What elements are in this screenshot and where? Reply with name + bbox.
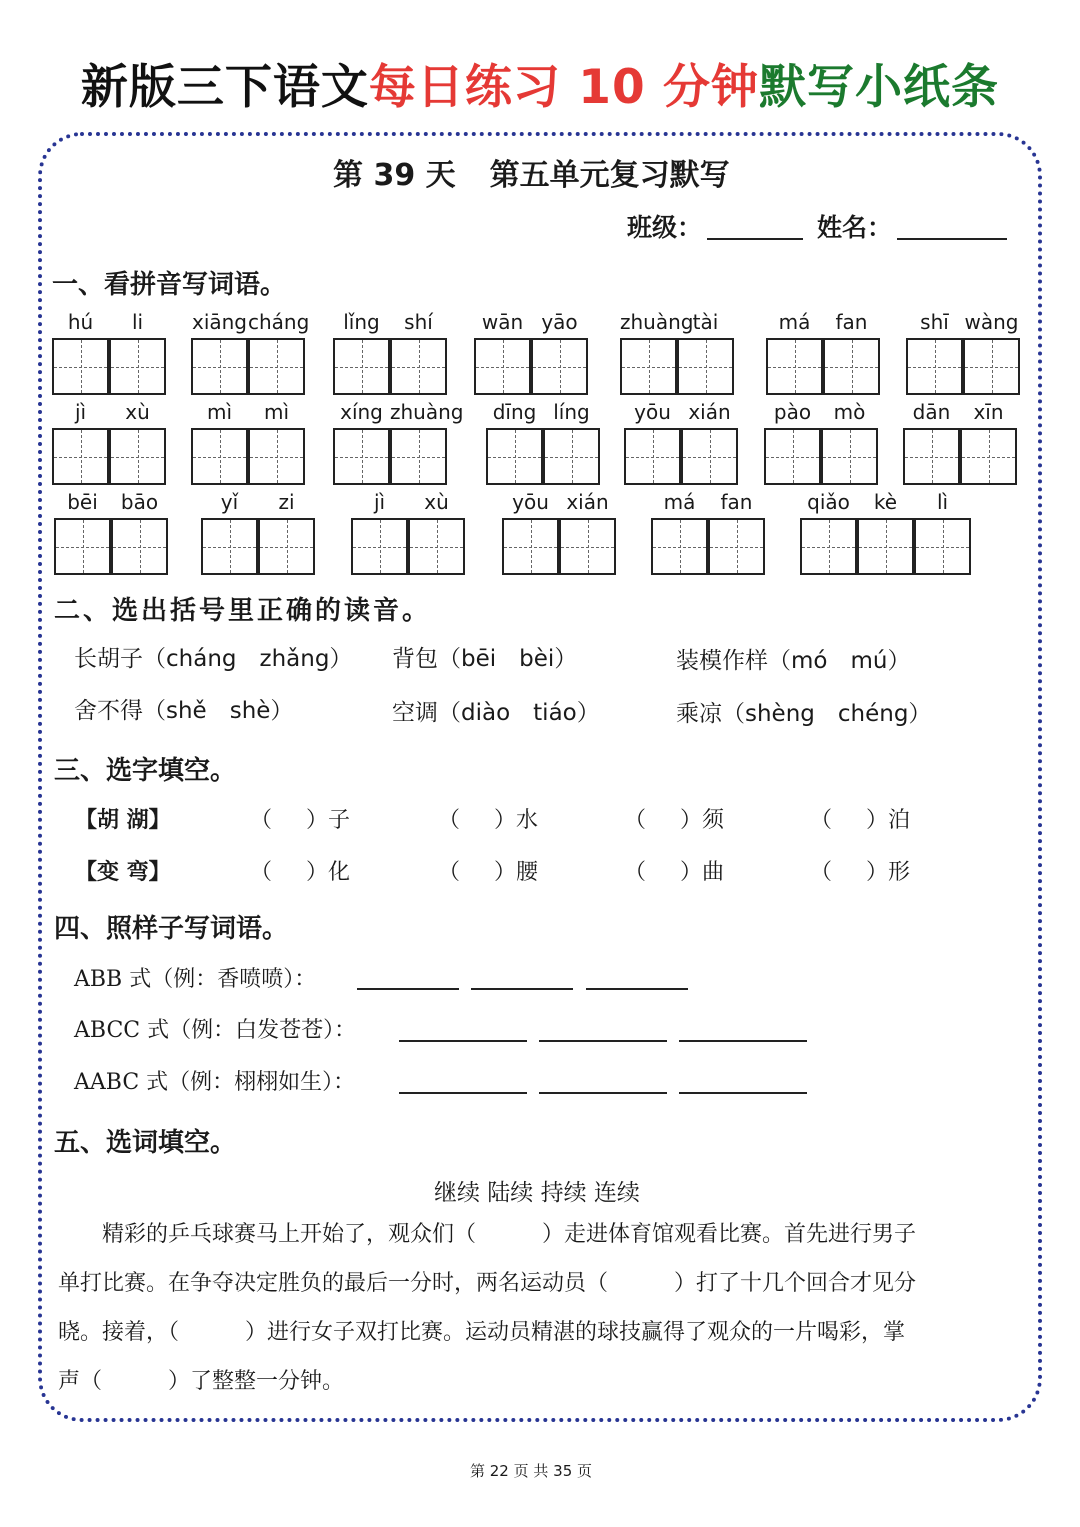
- item-word: 长胡子: [74, 646, 143, 672]
- pinyin-syllable: xíng: [340, 400, 383, 424]
- pinyin-syllable: kè: [873, 490, 898, 514]
- pinyin-syllable: fan: [720, 490, 753, 514]
- writing-grid-box[interactable]: [111, 518, 168, 575]
- pinyin-syllable: jì: [373, 490, 386, 514]
- writing-grid-box[interactable]: [351, 518, 408, 575]
- writing-grid-box[interactable]: [903, 428, 960, 485]
- writing-grid-box[interactable]: [248, 338, 305, 395]
- writing-grid-box[interactable]: [624, 428, 681, 485]
- word-suffix: 须: [702, 808, 725, 833]
- answer-blank[interactable]: [539, 1090, 667, 1094]
- pinyin-syllable: shī: [920, 310, 949, 334]
- writing-grid-box[interactable]: [258, 518, 315, 575]
- writing-grid-box[interactable]: [823, 338, 880, 395]
- pinyin-syllable: bēi: [67, 490, 98, 514]
- item-word: 装模作样: [676, 648, 768, 674]
- answer-blank[interactable]: [471, 986, 573, 990]
- section-1-heading: 一、看拼音写词语。: [52, 270, 287, 300]
- passage-line: 单打比赛。在争夺决定胜负的最后一分时，两名运动员（ ）打了十几个回合才见分: [58, 1271, 917, 1296]
- answer-blank[interactable]: [399, 1038, 527, 1042]
- pronunciation-item: [392, 694, 600, 727]
- word-suffix: 化: [328, 860, 351, 885]
- item-options[interactable]: （mó mú）: [768, 648, 911, 674]
- char-fill-blank[interactable]: [438, 855, 538, 886]
- pinyin-syllable: dīng: [492, 400, 537, 424]
- writing-grid-box[interactable]: [857, 518, 914, 575]
- writing-grid-box[interactable]: [52, 428, 109, 485]
- writing-grid-box[interactable]: [620, 338, 677, 395]
- char-fill-blank[interactable]: [624, 855, 724, 886]
- pinyin-syllable: yāo: [541, 310, 578, 334]
- writing-grid-box[interactable]: [486, 428, 543, 485]
- word-suffix: 腰: [516, 860, 539, 885]
- pinyin-syllable: qiǎo: [807, 490, 850, 514]
- pronunciation-item: [676, 695, 931, 728]
- title-part-2: 每日练习 10 分钟: [368, 60, 760, 115]
- writing-grid-box[interactable]: [681, 428, 738, 485]
- pinyin-syllable: fan: [835, 310, 868, 334]
- paren-close: ）: [494, 860, 517, 885]
- writing-grid-box[interactable]: [677, 338, 734, 395]
- writing-grid-box[interactable]: [906, 338, 963, 395]
- title-part-1: 新版三下语文: [80, 60, 369, 115]
- paren-open: （: [438, 808, 461, 833]
- paren-open: （: [810, 860, 833, 885]
- pinyin-syllable: má: [778, 310, 811, 334]
- word-suffix: 曲: [702, 860, 725, 885]
- char-choice-label: 【胡 湖】: [75, 807, 171, 833]
- paren-close: ）: [494, 808, 517, 833]
- answer-blank[interactable]: [539, 1038, 667, 1042]
- item-options[interactable]: （shèng chéng）: [722, 701, 932, 727]
- pinyin-syllable: li: [131, 310, 144, 334]
- pinyin-syllable: xīn: [973, 400, 1004, 424]
- writing-grid-box[interactable]: [109, 428, 166, 485]
- writing-grid-box[interactable]: [543, 428, 600, 485]
- paren-open: （: [624, 860, 647, 885]
- pinyin-syllable: bāo: [120, 490, 159, 514]
- writing-grid-box[interactable]: [52, 338, 109, 395]
- pinyin-syllable: xù: [424, 490, 449, 514]
- writing-grid-box[interactable]: [502, 518, 559, 575]
- title-part-3: 默写小纸条: [759, 60, 1000, 115]
- unit-label: 第五单元复习默写: [489, 158, 730, 193]
- section-5-heading: 五、选词填空。: [54, 1128, 237, 1158]
- writing-grid-box[interactable]: [960, 428, 1017, 485]
- pronunciation-item: [392, 640, 577, 673]
- paren-close: ）: [306, 808, 329, 833]
- paren-open: （: [438, 860, 461, 885]
- day-label: 第 39 天: [333, 158, 456, 193]
- pinyin-syllable: xián: [566, 490, 609, 514]
- char-fill-blank[interactable]: [438, 803, 538, 834]
- writing-grid-box[interactable]: [559, 518, 616, 575]
- section-3-heading: 三、选字填空。: [54, 756, 237, 786]
- item-options[interactable]: （cháng zhǎng）: [143, 646, 353, 672]
- item-word: 背包: [392, 646, 438, 672]
- item-word: 乘凉: [676, 701, 722, 727]
- writing-grid-box[interactable]: [191, 428, 248, 485]
- pinyin-syllable: lì: [936, 490, 949, 514]
- char-fill-blank[interactable]: [810, 855, 910, 886]
- pinyin-syllable: zhuàng: [620, 310, 694, 334]
- pinyin-syllable: mì: [206, 400, 233, 424]
- word-bank: 继续 陆续 持续 连续: [434, 1180, 640, 1206]
- pronunciation-item: [676, 642, 910, 675]
- word-suffix: 子: [328, 808, 351, 833]
- item-options[interactable]: （shě shè）: [143, 698, 294, 724]
- passage-line: 精彩的乒乓球赛马上开始了，观众们（ ）走进体育馆观看比赛。首先进行男子: [58, 1222, 917, 1247]
- char-fill-blank[interactable]: [250, 803, 350, 834]
- pinyin-syllable: xián: [688, 400, 731, 424]
- paren-open: （: [250, 808, 273, 833]
- pinyin-syllable: lǐng: [343, 310, 380, 334]
- pinyin-syllable: má: [663, 490, 696, 514]
- pronunciation-item: [74, 640, 352, 673]
- paren-close: ）: [306, 860, 329, 885]
- passage-line: 晓。接着，（ ）进行女子双打比赛。运动员精湛的球技赢得了观众的一片喝彩，掌: [58, 1320, 906, 1345]
- answer-blank[interactable]: [399, 1090, 527, 1094]
- item-word: 空调: [392, 700, 438, 726]
- passage-line: 声（ ）了整整一分钟。: [58, 1369, 345, 1394]
- answer-blank[interactable]: [679, 1090, 807, 1094]
- char-fill-blank[interactable]: [250, 855, 350, 886]
- writing-grid-box[interactable]: [390, 338, 447, 395]
- pinyin-syllable: yǐ: [220, 490, 239, 514]
- pronunciation-item: [74, 692, 293, 725]
- writing-grid-box[interactable]: [914, 518, 971, 575]
- paren-close: ）: [680, 860, 703, 885]
- writing-grid-box[interactable]: [708, 518, 765, 575]
- pinyin-syllable: zhuàng: [390, 400, 464, 424]
- pinyin-syllable: xù: [125, 400, 150, 424]
- class-field[interactable]: [707, 208, 803, 240]
- pattern-label: ABB 式（例：香喷喷）：: [74, 967, 317, 992]
- name-field[interactable]: [897, 208, 1007, 240]
- name-label: 姓名：: [817, 213, 893, 242]
- writing-grid-box[interactable]: [390, 428, 447, 485]
- writing-grid-box[interactable]: [764, 428, 821, 485]
- section-2-heading: 二、选出括号里正确的读音。: [54, 596, 432, 626]
- pattern-label: ABCC 式（例：白发苍苍）：: [74, 1018, 357, 1043]
- pinyin-syllable: mò: [833, 400, 866, 424]
- char-choice-label: 【变 弯】: [75, 859, 171, 885]
- paren-open: （: [250, 860, 273, 885]
- section-4-heading: 四、照样子写词语。: [54, 914, 289, 944]
- writing-grid-box[interactable]: [531, 338, 588, 395]
- pinyin-syllable: pào: [773, 400, 812, 424]
- pinyin-syllable: mì: [263, 400, 290, 424]
- writing-grid-box[interactable]: [651, 518, 708, 575]
- pattern-label: AABC 式（例：栩栩如生）：: [74, 1070, 356, 1095]
- answer-blank[interactable]: [679, 1038, 807, 1042]
- page-title: [0, 50, 1080, 117]
- item-options[interactable]: （diào tiáo）: [438, 700, 600, 726]
- pinyin-syllable: cháng: [248, 310, 310, 334]
- pinyin-syllable: jì: [74, 400, 87, 424]
- writing-grid-box[interactable]: [474, 338, 531, 395]
- writing-grid-box[interactable]: [248, 428, 305, 485]
- writing-grid-box[interactable]: [821, 428, 878, 485]
- word-suffix: 形: [888, 860, 911, 885]
- pinyin-syllable: wān: [481, 310, 524, 334]
- pinyin-syllable: yōu: [634, 400, 671, 424]
- pinyin-syllable: xiāng: [191, 310, 248, 334]
- pinyin-syllable: tài: [692, 310, 719, 334]
- answer-blank[interactable]: [586, 986, 688, 990]
- paren-open: （: [624, 808, 647, 833]
- paren-close: ）: [866, 808, 889, 833]
- char-fill-blank[interactable]: [624, 803, 724, 834]
- pinyin-syllable: zi: [278, 490, 295, 514]
- pinyin-syllable: dān: [912, 400, 951, 424]
- answer-blank[interactable]: [357, 986, 459, 990]
- pinyin-syllable: shí: [404, 310, 433, 334]
- writing-grid-box[interactable]: [333, 428, 390, 485]
- writing-grid-box[interactable]: [333, 338, 390, 395]
- writing-grid-box[interactable]: [963, 338, 1020, 395]
- word-suffix: 泊: [888, 808, 911, 833]
- pinyin-syllable: hú: [67, 310, 94, 334]
- paren-close: ）: [680, 808, 703, 833]
- writing-grid-box[interactable]: [109, 338, 166, 395]
- pinyin-syllable: líng: [553, 400, 590, 424]
- writing-grid-box[interactable]: [800, 518, 857, 575]
- writing-grid-box[interactable]: [201, 518, 258, 575]
- writing-grid-box[interactable]: [191, 338, 248, 395]
- writing-grid-box[interactable]: [54, 518, 111, 575]
- class-label: 班级：: [627, 213, 703, 242]
- paren-open: （: [810, 808, 833, 833]
- item-word: 舍不得: [74, 698, 143, 724]
- paren-close: ）: [866, 860, 889, 885]
- pinyin-syllable: yōu: [512, 490, 549, 514]
- writing-grid-box[interactable]: [766, 338, 823, 395]
- word-suffix: 水: [516, 808, 539, 833]
- pinyin-syllable: wàng: [964, 310, 1019, 334]
- char-fill-blank[interactable]: [810, 803, 910, 834]
- worksheet-subtitle: [333, 150, 730, 194]
- writing-grid-box[interactable]: [408, 518, 465, 575]
- item-options[interactable]: （bēi bèi）: [438, 646, 578, 672]
- page-number: 第 22 页 共 35 页: [470, 1462, 593, 1480]
